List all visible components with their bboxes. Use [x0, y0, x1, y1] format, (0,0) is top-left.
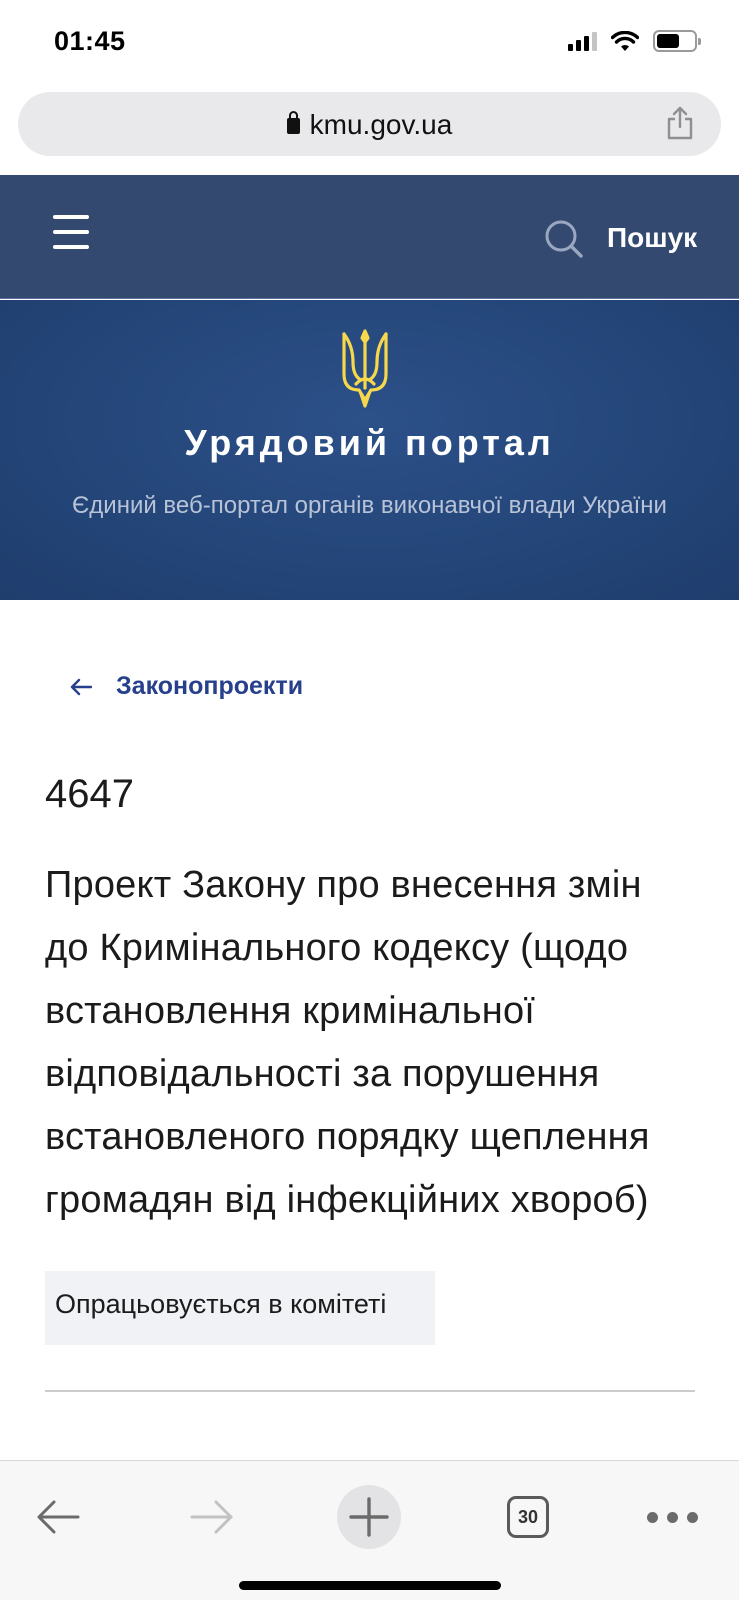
breadcrumb-back-link[interactable]: [70, 672, 303, 701]
portal-title: Урядовий портал: [184, 422, 555, 463]
wifi-icon: [611, 31, 639, 52]
nav-back-icon: [36, 1500, 80, 1534]
nav-back-button[interactable]: [26, 1485, 90, 1549]
bill-title: Проект Закону про внесення змін до Кримінального кодексу (щодо встановлення кримінальної відповідальності за порушення встановленого порядку щеплення громадян від інфекційних хвороб): [45, 864, 650, 1221]
cellular-signal-icon: [568, 31, 597, 51]
new-tab-icon: [349, 1497, 389, 1537]
share-icon[interactable]: [665, 106, 695, 140]
menu-icon[interactable]: [53, 215, 89, 249]
back-link-label: Законопроекти: [116, 672, 304, 700]
home-indicator[interactable]: [239, 1581, 501, 1590]
back-arrow-icon: [70, 678, 92, 696]
nav-forward-button[interactable]: [180, 1485, 244, 1549]
portal-hero: [0, 300, 739, 600]
url-text: kmu.gov.ua: [309, 109, 453, 140]
address-bar[interactable]: [18, 92, 721, 156]
status-time: 01:45: [54, 26, 126, 56]
tab-count: 30: [507, 1496, 549, 1538]
more-icon[interactable]: [640, 1485, 704, 1549]
url-display[interactable]: [18, 109, 721, 141]
divider: [45, 1390, 695, 1392]
trident-icon: [339, 328, 391, 410]
portal-subtitle: Єдиний веб-портал органів виконавчої влади України: [72, 492, 667, 519]
status-badge: Опрацьовується в комітеті: [45, 1271, 435, 1345]
tabs-button[interactable]: [496, 1485, 560, 1549]
nav-forward-icon: [190, 1500, 234, 1534]
search-button[interactable]: Пошук: [607, 222, 698, 253]
new-tab-button[interactable]: [337, 1485, 401, 1549]
battery-icon: [653, 30, 697, 52]
bill-number: 4647: [45, 772, 134, 816]
status-bar: [0, 0, 739, 88]
browser-toolbar: [0, 1460, 739, 1600]
search-icon[interactable]: [544, 219, 584, 259]
status-icons: [568, 30, 697, 52]
lock-icon: [287, 118, 300, 134]
site-header: [0, 175, 739, 299]
